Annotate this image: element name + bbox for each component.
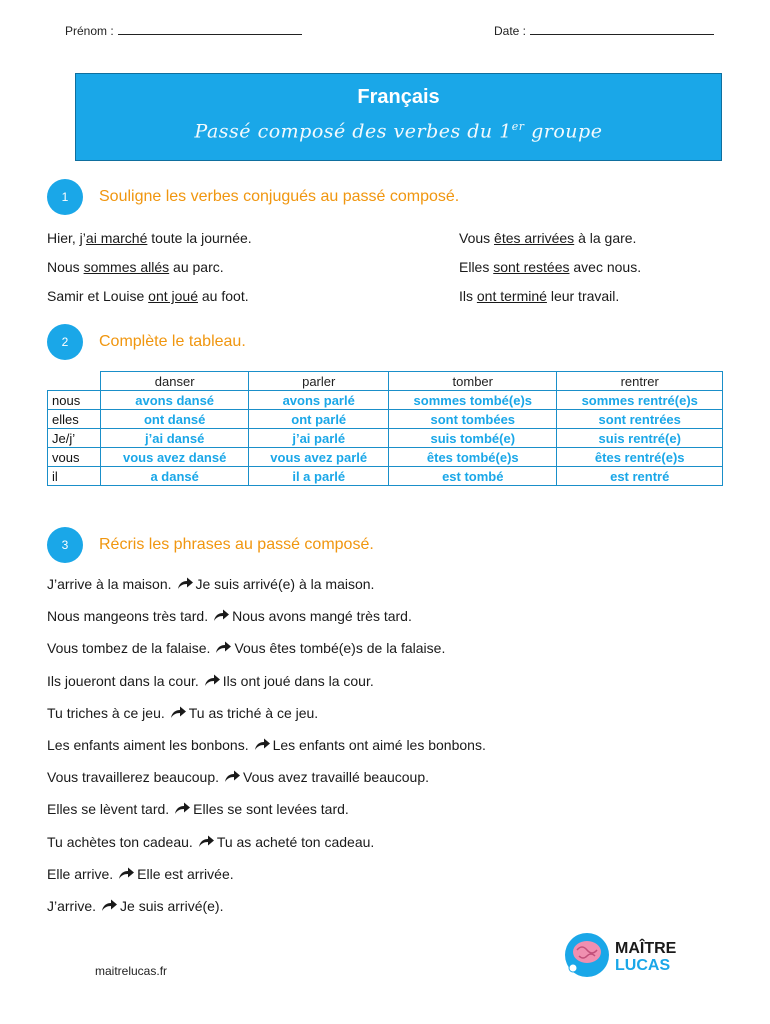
arrow-icon	[203, 673, 221, 687]
conjugation-table	[47, 371, 723, 486]
sentence	[47, 230, 252, 246]
rewrite-line	[47, 608, 412, 624]
answer-cell: sommes rentré(e)s	[557, 391, 723, 410]
arrow-icon	[100, 898, 118, 912]
sentence	[459, 259, 641, 275]
pronoun-cell: nous	[48, 391, 101, 410]
pronoun-cell: vous	[48, 448, 101, 467]
answer-cell: vous avez parlé	[249, 448, 389, 467]
answer-sentence: Les enfants ont aimé les bonbons.	[272, 737, 486, 753]
table-row	[48, 391, 723, 410]
sentence-text: Samir et Louise	[47, 288, 149, 304]
page-subtitle	[76, 120, 721, 142]
underlined-verb: sommes allés	[83, 259, 170, 275]
table-row	[48, 429, 723, 448]
table-header: danser	[101, 372, 249, 391]
answer-cell: avons dansé	[101, 391, 249, 410]
answer-sentence: Nous avons mangé très tard.	[232, 608, 412, 625]
prenom-line	[118, 33, 302, 35]
site-footer: maitrelucas.fr	[95, 964, 168, 978]
section-1-number: 1	[47, 179, 83, 215]
section-1-title: Souligne les verbes conjugués au passé composé.	[99, 188, 460, 205]
underlined-verb: ai marché	[85, 230, 148, 246]
original-sentence: J’arrive.	[47, 898, 97, 914]
sentence-text: à la gare.	[574, 230, 637, 246]
answer-cell: suis rentré(e)	[557, 429, 723, 448]
rewrite-line	[47, 769, 429, 785]
page-title: Français	[357, 86, 440, 108]
section-2-title: Complète le tableau.	[99, 333, 246, 350]
underlined-verb: ont terminé	[476, 288, 547, 304]
answer-cell: ont dansé	[101, 410, 249, 429]
original-sentence: Nous mangeons très tard.	[47, 608, 209, 625]
rewrite-line	[47, 640, 445, 656]
answer-sentence: Elle est arrivée.	[137, 865, 234, 882]
underlined-verb: sont restées	[493, 259, 570, 275]
section-2-number: 2	[47, 324, 83, 360]
rewrite-line	[47, 898, 223, 914]
title-banner	[75, 73, 722, 161]
answer-sentence: Tu as acheté ton cadeau.	[216, 833, 375, 850]
sentence-text: Vous	[459, 230, 495, 246]
answer-cell: êtes tombé(e)s	[389, 448, 557, 467]
underlined-verb: ont joué	[148, 288, 198, 304]
prenom-field	[65, 24, 302, 38]
sentence	[459, 230, 636, 246]
table-body	[48, 391, 723, 486]
table-row	[48, 467, 723, 486]
rewrite-line	[47, 866, 234, 882]
table-header: tomber	[389, 372, 557, 391]
sentence	[459, 288, 619, 304]
rewrite-line	[47, 705, 318, 721]
original-sentence: Tu triches à ce jeu.	[47, 704, 165, 721]
rewrite-line	[47, 834, 374, 850]
subtitle-main: Passé composé des verbes du 1	[194, 120, 512, 143]
answer-cell: j’ai parlé	[249, 429, 389, 448]
rewrite-line	[47, 801, 349, 817]
answer-cell: j’ai dansé	[101, 429, 249, 448]
table-header: parler	[249, 372, 389, 391]
sentence-text: au parc.	[169, 259, 224, 275]
sentence	[47, 259, 224, 275]
table-corner	[48, 372, 101, 391]
original-sentence: Tu achètes ton cadeau.	[47, 833, 193, 850]
sentence	[47, 288, 249, 304]
sentence-text: toute la journée.	[147, 230, 252, 246]
brain-icon	[573, 941, 601, 963]
arrow-icon	[223, 769, 241, 783]
answer-cell: est tombé	[389, 467, 557, 486]
answer-cell: a dansé	[101, 467, 249, 486]
maitre-lucas-logo	[563, 930, 693, 980]
original-sentence: Les enfants aiment les bonbons.	[47, 737, 249, 753]
underlined-verb: êtes arrivées	[494, 230, 575, 246]
answer-cell: sommes tombé(e)s	[389, 391, 557, 410]
answer-sentence: Je suis arrivé(e) à la maison.	[195, 576, 375, 592]
arrow-icon	[214, 640, 232, 654]
rewrite-line	[47, 673, 374, 689]
hand-icon	[569, 964, 577, 972]
arrow-icon	[197, 834, 215, 848]
date-line	[530, 33, 714, 35]
arrow-icon	[176, 576, 194, 590]
answer-sentence: Je suis arrivé(e).	[120, 898, 224, 914]
table-row	[48, 448, 723, 467]
pronoun-cell: elles	[48, 410, 101, 429]
answer-cell: vous avez dansé	[101, 448, 249, 467]
answer-cell: avons parlé	[249, 391, 389, 410]
table-header-row	[48, 372, 723, 391]
answer-cell: sont tombées	[389, 410, 557, 429]
answer-sentence: Elles se sont levées tard.	[193, 801, 349, 818]
sentence-text: avec nous.	[569, 259, 642, 275]
prenom-label: Prénom :	[65, 24, 114, 38]
logo-line-1: MAÎTRE	[615, 940, 677, 957]
arrow-icon	[212, 608, 230, 622]
logo-line-2: LUCAS	[615, 957, 671, 974]
sentence-text: leur travail.	[546, 288, 620, 304]
section-3-title: Récris les phrases au passé composé.	[99, 536, 374, 553]
original-sentence: Elles se lèvent tard.	[47, 801, 170, 818]
date-field	[494, 24, 714, 38]
original-sentence: Elle arrive.	[47, 865, 114, 882]
answer-cell: suis tombé(e)	[389, 429, 557, 448]
answer-cell: est rentré	[557, 467, 723, 486]
rewrite-line	[47, 576, 374, 592]
original-sentence: Ils joueront dans la cour.	[47, 672, 199, 689]
pronoun-cell: il	[48, 467, 101, 486]
answer-sentence: Ils ont joué dans la cour.	[222, 672, 374, 689]
date-label: Date :	[494, 24, 527, 38]
sentence-text: Nous	[47, 259, 84, 275]
arrow-icon	[173, 801, 191, 815]
arrow-icon	[117, 866, 135, 880]
subtitle-sup: er	[511, 120, 525, 133]
sentence-text: Ils	[459, 288, 477, 304]
original-sentence: Vous tombez de la falaise.	[47, 640, 211, 657]
section-3-number: 3	[47, 527, 83, 563]
answer-sentence: Tu as triché à ce jeu.	[188, 704, 319, 721]
answer-sentence: Vous avez travaillé beaucoup.	[243, 769, 430, 786]
answer-cell: ont parlé	[249, 410, 389, 429]
table-row	[48, 410, 723, 429]
subtitle-end: groupe	[524, 120, 603, 143]
answer-cell: êtes rentré(e)s	[557, 448, 723, 467]
answer-sentence: Vous êtes tombé(e)s de la falaise.	[234, 640, 446, 657]
pronoun-cell: Je/j’	[48, 429, 101, 448]
answer-cell: sont rentrées	[557, 410, 723, 429]
sentence-text: Elles	[459, 259, 494, 275]
original-sentence: J’arrive à la maison.	[47, 576, 172, 592]
original-sentence: Vous travaillerez beaucoup.	[47, 769, 219, 786]
rewrite-line	[47, 737, 486, 753]
arrow-icon	[169, 705, 187, 719]
arrow-icon	[253, 737, 271, 751]
sentence-text: Hier, j’	[47, 230, 86, 246]
answer-cell: il a parlé	[249, 467, 389, 486]
sentence-text: au foot.	[198, 288, 249, 304]
table-header: rentrer	[557, 372, 723, 391]
